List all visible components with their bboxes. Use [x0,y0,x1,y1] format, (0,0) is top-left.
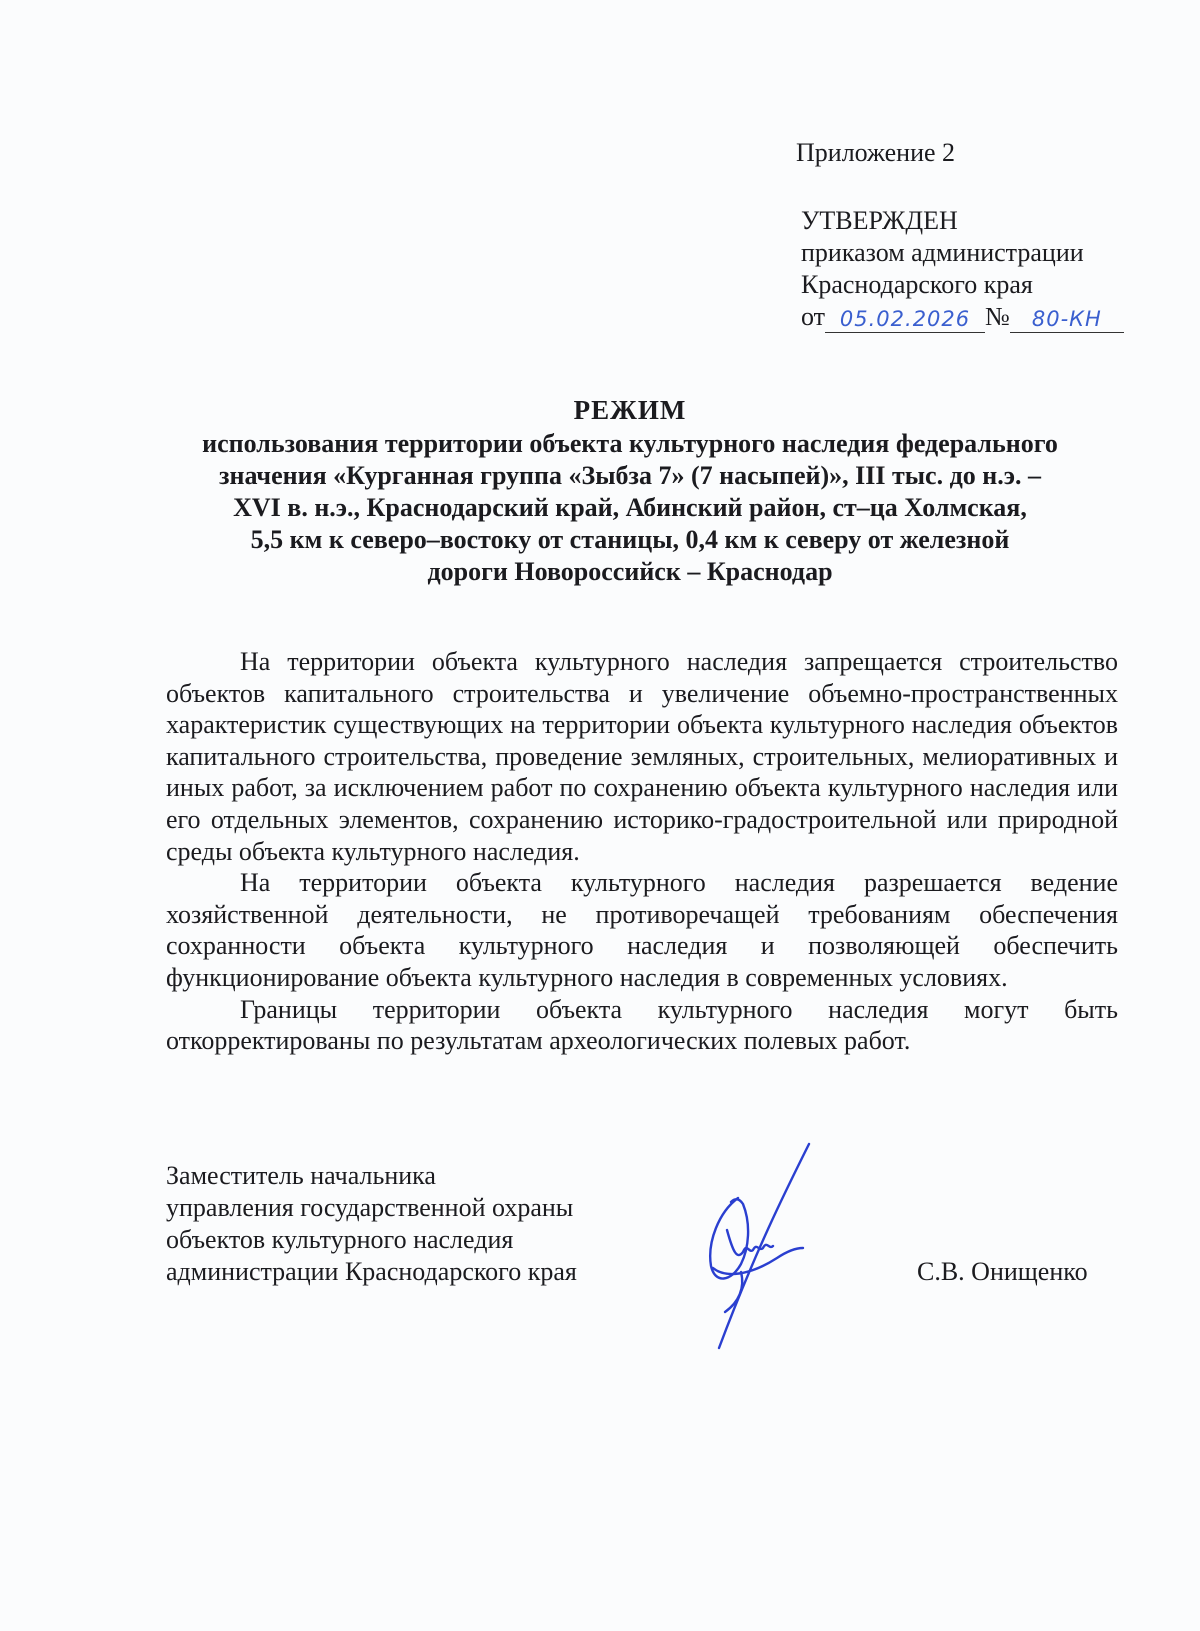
approval-date-row [801,301,1124,333]
approval-line-2: Краснодарского края [801,270,1033,299]
approval-stamp-title: УТВЕРЖДЕН [801,206,958,235]
approval-line-1: приказом администрации [801,238,1084,267]
handwritten-date: 05.02.2026 [825,306,985,333]
title-line-4: 5,5 км к северо–востоку от станицы, 0,4 км к северу от железной [250,525,1010,554]
signer-line-3: объектов культурного наследия [166,1225,514,1254]
signer-line-2: управления государственной охраны [166,1193,574,1222]
title-line-3: XVI в. н.э., Краснодарский край, Абинский район, ст–ца Холмская, [233,493,1027,522]
paragraph-boundaries: Границы территории объекта культурного наследия могут быть откорректированы по результатам археологических полевых работ. [166,994,1118,1056]
document-body [166,646,1118,1057]
title-line-2: значения «Курганная группа «Зыбза 7» (7 насыпей)», III тыс. до н.э. – [219,461,1041,490]
title-heading: РЕЖИМ [573,395,687,425]
document-title [150,394,1110,588]
signer-name: С.В. Онищенко [917,1257,1088,1286]
paragraph-permission: На территории объекта культурного наследия разрешается ведение хозяйственной деятельности, не противоречащей требованиям обеспечения сохранности объекта культурного наследия и позволяющей обеспечить функционирование объекта культурного наследия в современных условиях. [166,868,1118,992]
number-prefix: № [985,302,1010,331]
paragraph-prohibition: На территории объекта культурного наследия запрещается строительство объектов капитального строительства и увеличение объемно-пространственных характеристик существующих на территории объекта культурного наследия объектов капитального строительства, проведение земляных, строительных, мелиоративных и иных работ, за исключением работ по сохранению объекта культурного наследия или его отдельных элементов, сохранению историко-градостроительной или природной среды объекта культурного наследия. [166,647,1118,866]
handwritten-signature [705,1142,855,1352]
date-prefix: от [801,302,826,331]
signer-line-1: Заместитель начальника [166,1161,436,1190]
signer-position [166,1160,577,1288]
approval-stamp [801,205,1124,333]
title-line-1: использования территории объекта культурного наследия федерального [202,429,1058,458]
appendix-label: Приложение 2 [796,138,956,167]
signer-line-4: администрации Краснодарского края [166,1257,577,1286]
handwritten-number: 80-КН [1010,306,1124,333]
title-line-5: дороги Новороссийск – Краснодар [427,557,833,586]
